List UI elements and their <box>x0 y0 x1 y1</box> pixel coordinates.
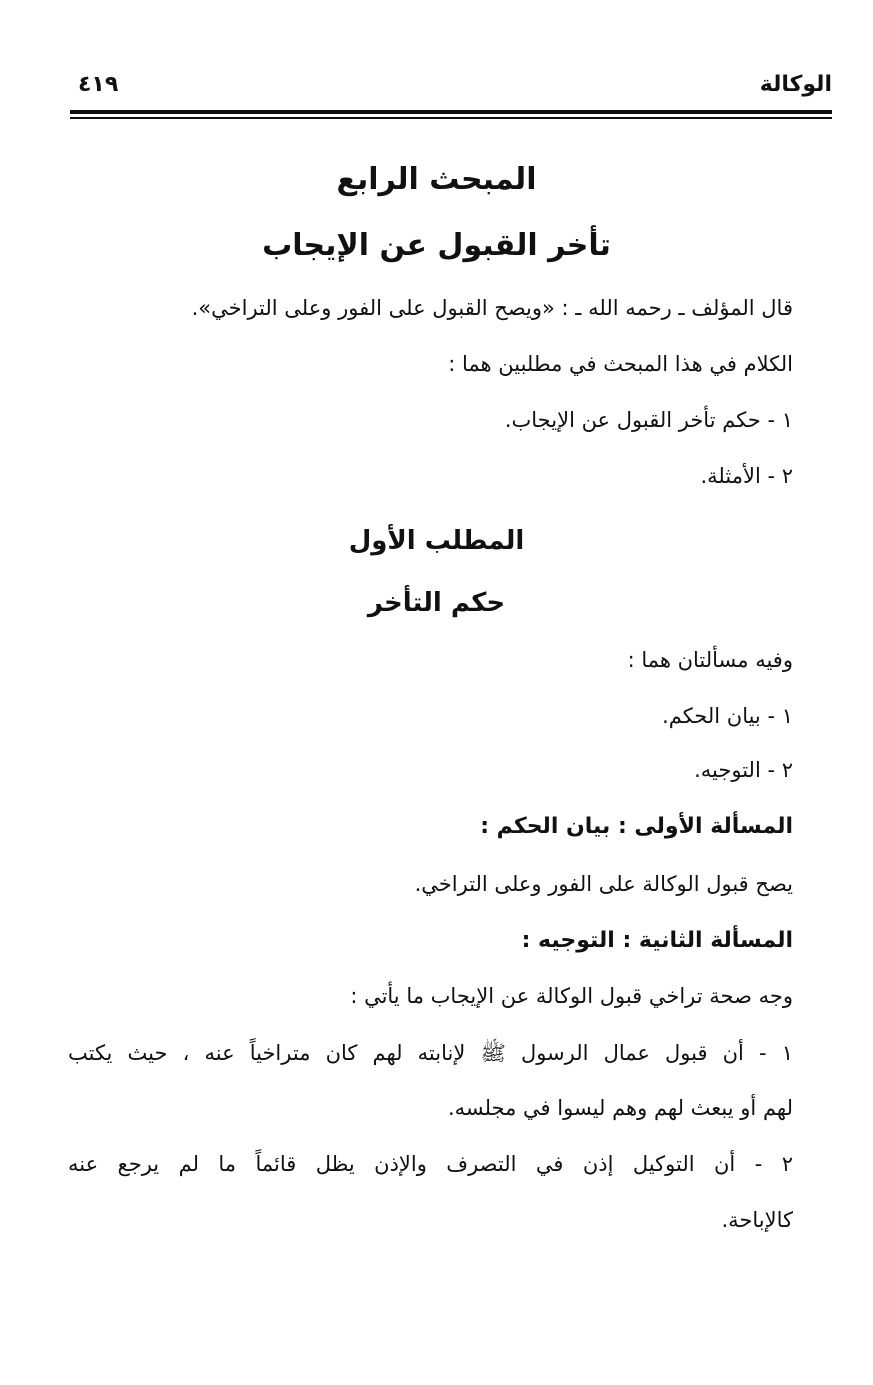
subsection-heading: المطلب الأول <box>348 526 525 556</box>
issue-2-intro: وجه صحة تراخي قبول الوكالة عن الإيجاب ما يأتي : <box>350 984 793 1008</box>
section-list-item-2: ٢ - الأمثلة. <box>700 464 793 488</box>
issue-1-heading: المسألة الأولى : بيان الحكم : <box>480 814 793 839</box>
subsection-list-item-2: ٢ - التوجيه. <box>694 758 793 782</box>
author-quote-line: قال المؤلف ـ رحمه الله ـ : «ويصح القبول على الفور وعلى التراخي». <box>191 296 793 320</box>
issue-2-point-1-line-1: ١ - أن قبول عمال الرسول ﷺ لإنابته لهم كان متراخياً عنه ، حيث يكتب <box>68 1041 793 1065</box>
issue-2-point-1-line-2: لهم أو يبعث لهم وهم ليسوا في مجلسه. <box>447 1096 793 1120</box>
section-list-item-1: ١ - حكم تأخر القبول عن الإيجاب. <box>504 408 793 432</box>
section-title: تأخر القبول عن الإيجاب <box>262 228 611 263</box>
section-heading: المبحث الرابع <box>336 162 537 197</box>
issue-1-text: يصح قبول الوكالة على الفور وعلى التراخي. <box>414 872 793 896</box>
running-header <box>70 72 832 106</box>
running-title: الوكالة <box>759 72 832 97</box>
page-number: ٤١٩ <box>78 72 119 97</box>
issue-2-point-2-line-1: ٢ - أن التوكيل إذن في التصرف والإذن يظل قائماً ما لم يرجع عنه <box>68 1152 793 1176</box>
subsection-title: حكم التأخر <box>367 588 506 618</box>
issue-2-heading: المسألة الثانية : التوجيه : <box>521 928 793 953</box>
header-rule-thin <box>70 117 832 119</box>
issue-2-point-2-line-2: كالإباحة. <box>721 1208 793 1232</box>
subsection-list-item-1: ١ - بيان الحكم. <box>662 704 793 728</box>
header-rule-thick <box>70 110 832 114</box>
subsection-overview: وفيه مسألتان هما : <box>627 648 793 672</box>
section-overview: الكلام في هذا المبحث في مطلبين هما : <box>448 352 793 376</box>
